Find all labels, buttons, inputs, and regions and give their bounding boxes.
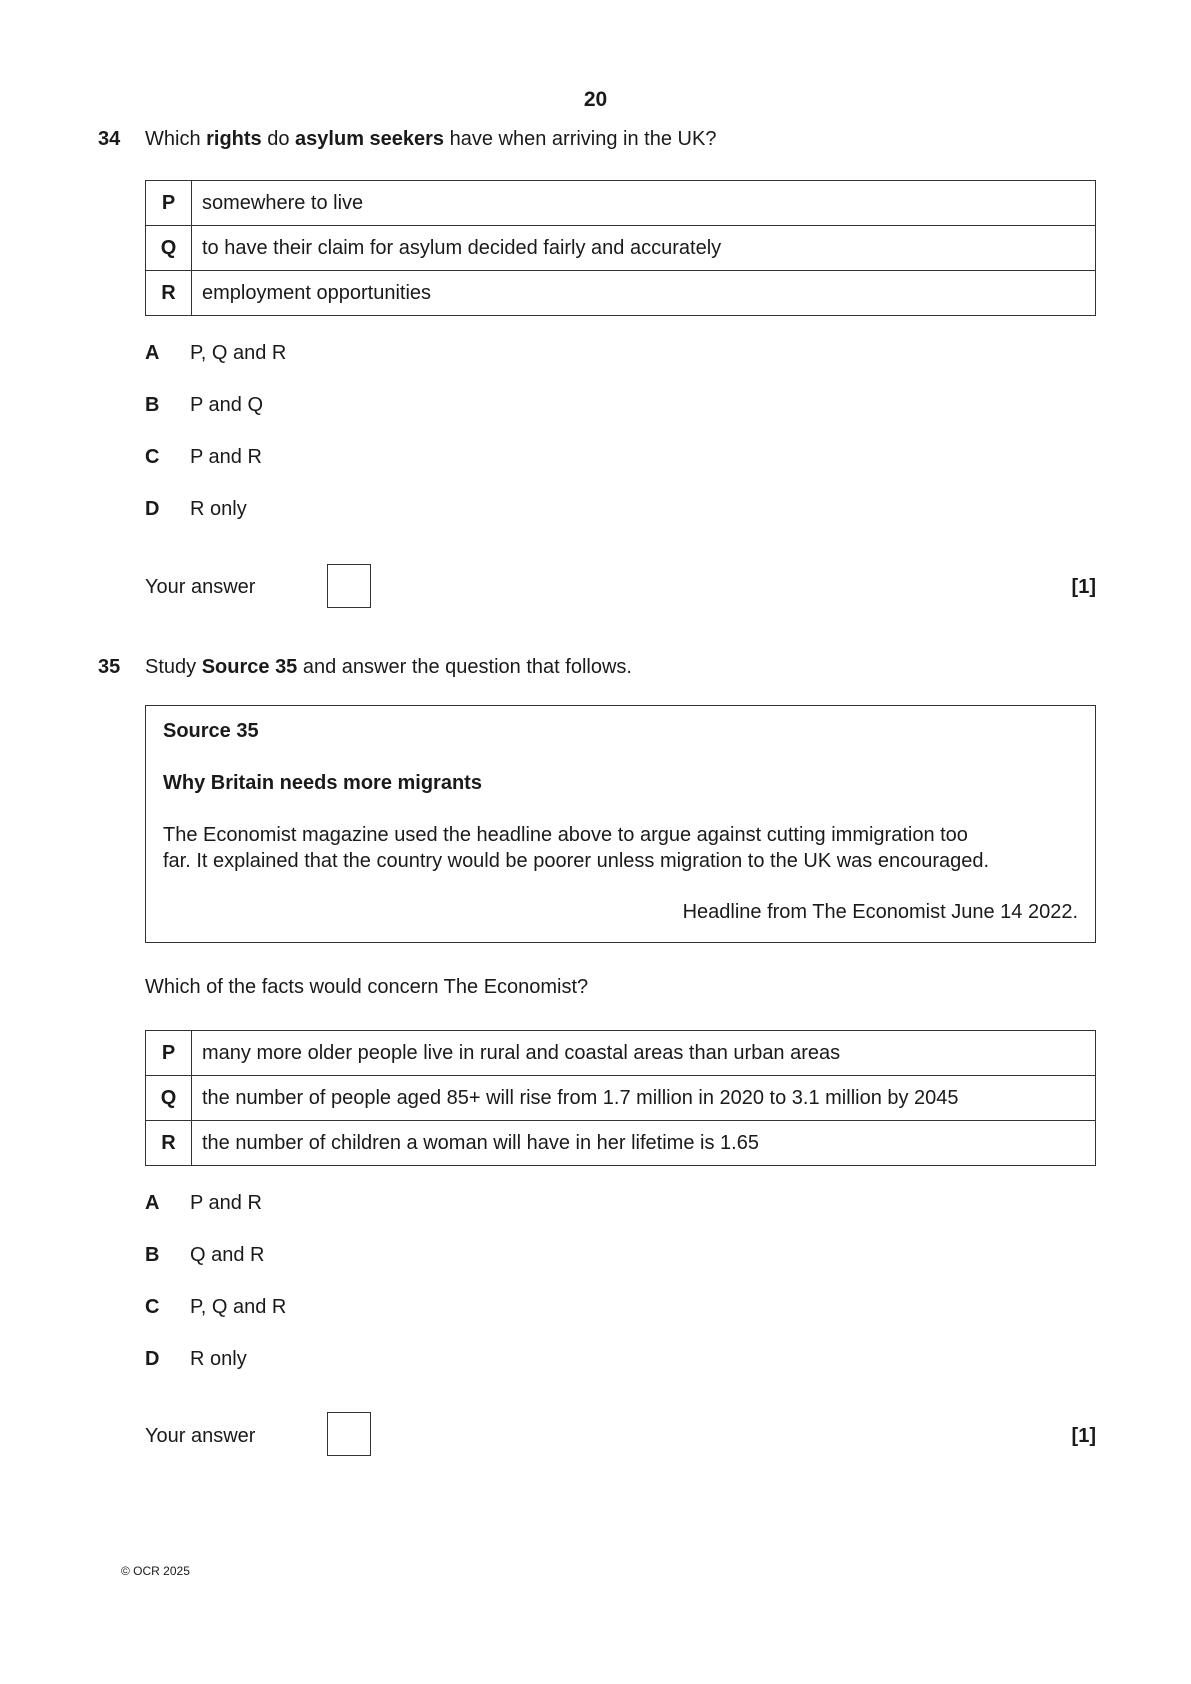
- option-letter: B: [145, 394, 160, 416]
- your-answer-label: Your answer: [145, 1425, 256, 1447]
- statement-letter: P: [146, 1031, 192, 1076]
- statement-letter: R: [146, 271, 192, 316]
- table-row: [146, 1076, 1096, 1121]
- option-letter: C: [145, 1296, 160, 1318]
- option-text: R only: [190, 498, 247, 520]
- question-34-text: [145, 128, 716, 151]
- option-letter: B: [145, 1244, 160, 1266]
- question-35-text: [145, 656, 632, 679]
- table-row: [146, 271, 1096, 316]
- page-number: 20: [583, 88, 608, 111]
- question-35-statements-table: [145, 1030, 1096, 1166]
- source-body-line: far. It explained that the country would be poorer unless migration to the UK was encouraged.: [163, 850, 990, 872]
- option-text: P and R: [190, 446, 262, 468]
- option-letter: C: [145, 446, 160, 468]
- table-row: [146, 1121, 1096, 1166]
- table-row: [146, 1031, 1096, 1076]
- option-text: P, Q and R: [190, 1296, 287, 1318]
- option-letter: D: [145, 498, 160, 520]
- statement-text: somewhere to live: [192, 181, 1096, 226]
- statement-text: employment opportunities: [192, 271, 1096, 316]
- source-headline: Why Britain needs more migrants: [163, 772, 482, 794]
- option-letter: A: [145, 1192, 160, 1214]
- marks-label: [1]: [1071, 576, 1096, 598]
- statement-letter: Q: [146, 226, 192, 271]
- source-title: Source 35: [163, 720, 259, 742]
- question-35-text-part-bold: Source 35: [201, 656, 298, 678]
- question-34-statements-table: [145, 180, 1096, 316]
- your-answer-label: Your answer: [145, 576, 256, 598]
- question-35-sub-question: Which of the facts would concern The Economist?: [145, 976, 589, 998]
- table-row: [146, 181, 1096, 226]
- marks-label: [1]: [1071, 1425, 1096, 1447]
- option-text: P and R: [190, 1192, 262, 1214]
- statement-text: many more older people live in rural and coastal areas than urban areas: [192, 1031, 1096, 1076]
- source-box: [145, 705, 1096, 943]
- table-row: [146, 226, 1096, 271]
- question-34-text-part-bold: rights: [206, 128, 262, 150]
- question-34-text-part-bold: asylum seekers: [295, 128, 445, 150]
- question-34-number: 34: [98, 128, 121, 150]
- option-text: P and Q: [190, 394, 264, 416]
- question-35-number: 35: [98, 656, 121, 678]
- statement-letter: P: [146, 181, 192, 226]
- statement-text: to have their claim for asylum decided fairly and accurately: [192, 226, 1096, 271]
- option-letter: A: [145, 342, 160, 364]
- copyright-footer: © OCR 2025: [121, 1564, 190, 1578]
- statement-letter: R: [146, 1121, 192, 1166]
- question-35-text-part: and answer the question that follows.: [297, 656, 632, 678]
- question-35-text-part: Study: [145, 656, 202, 678]
- option-text: Q and R: [190, 1244, 265, 1266]
- question-34-text-part: have when arriving in the UK?: [444, 128, 717, 150]
- answer-box-34[interactable]: [327, 564, 371, 608]
- option-text: R only: [190, 1348, 247, 1370]
- option-text: P, Q and R: [190, 342, 287, 364]
- source-attribution: Headline from The Economist June 14 2022.: [682, 901, 1078, 923]
- question-34-text-part: Which: [145, 128, 207, 150]
- answer-box-35[interactable]: [327, 1412, 371, 1456]
- option-letter: D: [145, 1348, 160, 1370]
- statement-text: the number of children a woman will have in her lifetime is 1.65: [192, 1121, 1096, 1166]
- question-34-text-part: do: [261, 128, 296, 150]
- source-body-line: The Economist magazine used the headline above to argue against cutting immigration too: [163, 824, 968, 846]
- statement-letter: Q: [146, 1076, 192, 1121]
- statement-text: the number of people aged 85+ will rise from 1.7 million in 2020 to 3.1 million by 2045: [192, 1076, 1096, 1121]
